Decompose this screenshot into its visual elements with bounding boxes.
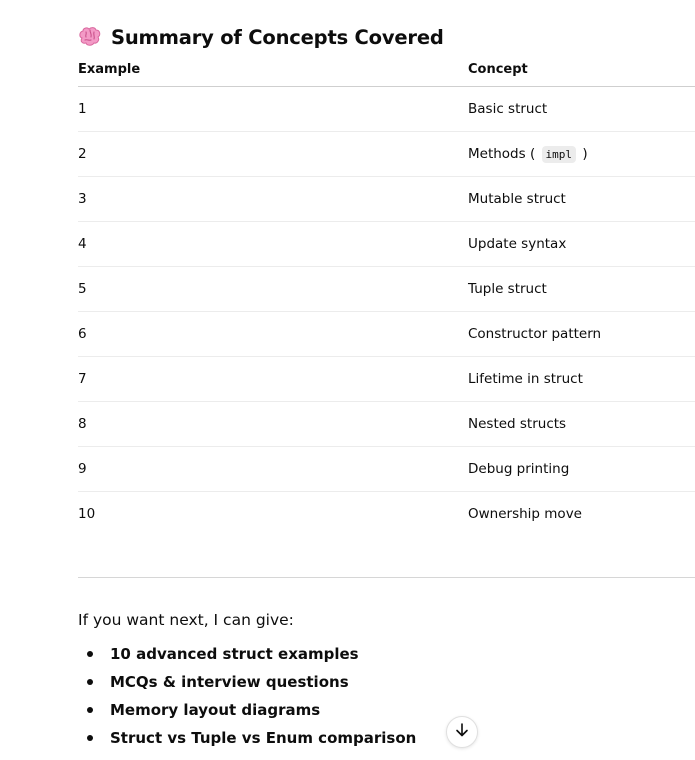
list-item-text: Struct vs Tuple vs Enum comparison: [110, 729, 417, 747]
cell-concept: Nested structs: [468, 416, 567, 432]
concepts-table: [78, 54, 695, 536]
bullet-icon: [87, 735, 93, 741]
cell-concept: Lifetime in struct: [468, 371, 583, 387]
list-item: [78, 643, 416, 671]
cell-example: 9: [78, 461, 87, 477]
list-item: [78, 727, 416, 755]
cell-concept: Mutable struct: [468, 191, 566, 207]
table-row: [78, 222, 695, 267]
cell-example: 3: [78, 191, 87, 207]
table-row: [78, 402, 695, 447]
table-row: [78, 132, 695, 177]
cell-example: 2: [78, 146, 87, 162]
table-row: [78, 177, 695, 222]
inline-code: impl: [542, 146, 577, 163]
cell-concept-prefix: Methods (: [468, 146, 536, 162]
list-item-text: Memory layout diagrams: [110, 701, 321, 719]
cell-example: 1: [78, 101, 87, 117]
cell-concept: Update syntax: [468, 236, 567, 252]
table-header: [78, 54, 695, 87]
table-row: [78, 492, 695, 536]
bullet-icon: [87, 651, 93, 657]
cell-concept: Debug printing: [468, 461, 570, 477]
arrow-down-icon: [454, 722, 470, 742]
followup-intro: If you want next, I can give:: [78, 611, 294, 629]
cell-concept: [468, 146, 588, 162]
column-header-example: Example: [78, 62, 141, 77]
section-heading: [78, 22, 444, 52]
cell-concept: Constructor pattern: [468, 326, 602, 342]
column-header-concept: Concept: [468, 62, 528, 77]
cell-example: 10: [78, 506, 96, 522]
table-row: [78, 87, 695, 132]
list-item-text: 10 advanced struct examples: [110, 645, 359, 663]
followup-list: [78, 643, 416, 755]
list-item-text: MCQs & interview questions: [110, 673, 349, 691]
list-item: [78, 671, 416, 699]
cell-concept: Basic struct: [468, 101, 548, 117]
cell-example: 5: [78, 281, 87, 297]
cell-example: 7: [78, 371, 87, 387]
cell-example: 4: [78, 236, 87, 252]
section-title: Summary of Concepts Covered: [111, 25, 444, 49]
cell-concept-suffix: ): [582, 146, 588, 162]
bullet-icon: [87, 707, 93, 713]
table-row: [78, 267, 695, 312]
cell-example: 6: [78, 326, 87, 342]
horizontal-rule: [78, 577, 695, 578]
brain-icon: [78, 26, 102, 48]
bullet-icon: [87, 679, 93, 685]
cell-concept: Ownership move: [468, 506, 582, 522]
table-row: [78, 447, 695, 492]
list-item: [78, 699, 416, 727]
scroll-to-bottom-button[interactable]: [446, 716, 478, 748]
table-row: [78, 357, 695, 402]
cell-example: 8: [78, 416, 87, 432]
table-row: [78, 312, 695, 357]
cell-concept: Tuple struct: [468, 281, 547, 297]
